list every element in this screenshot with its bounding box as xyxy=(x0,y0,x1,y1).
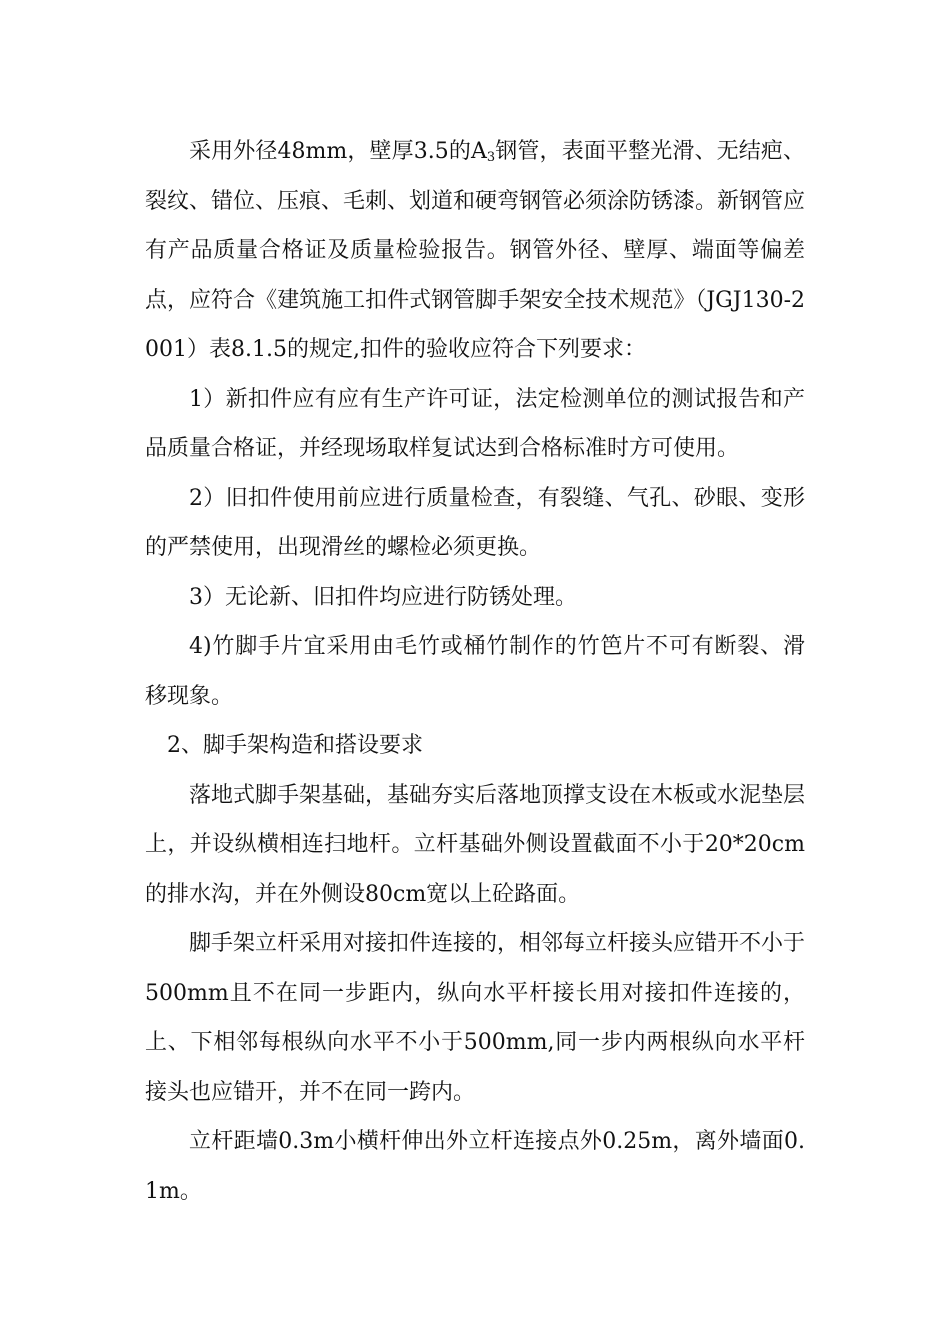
paragraph-text-part: 采用外径48mm，壁厚3.5的A xyxy=(189,139,487,164)
paragraph-item-3: 3）无论新、旧扣件均应进行防锈处理。 xyxy=(189,584,577,610)
section-heading: 2、脚手架构造和搭设要求 xyxy=(167,733,423,758)
paragraph-foundation: 落地式脚手架基础，基础夯实后落地顶撑支设在木板或水泥垫层上，并设纵横相连扫地杆。立杆基础外侧设置截面不小于20*20cm的排水沟，并在外侧设80cm宽以上砼路面。 xyxy=(145,782,806,907)
paragraph-pole-distance: 立杆距墙0.3m小横杆伸出外立杆连接点外0.25m，离外墙面0.1m。 xyxy=(145,1129,805,1204)
paragraph-item-1: 1）新扣件应有应有生产许可证，法定检测单位的测试报告和产品质量合格证，并经现场取样复试达到合格标准时方可使用。 xyxy=(145,386,805,461)
paragraph-item-2: 2）旧扣件使用前应进行质量检查，有裂缝、气孔、砂眼、变形的严禁使用，出现滑丝的螺检必须更换。 xyxy=(145,485,805,560)
paragraph-item-4: 4)竹脚手片宜采用由毛竹或桶竹制作的竹笆片不可有断裂、滑移现象。 xyxy=(145,634,805,709)
document-body xyxy=(145,127,805,1216)
subscript-3: 3 xyxy=(486,150,496,165)
paragraph-pole-joints: 脚手架立杆采用对接扣件连接的，相邻每立杆接头应错开不小于500mm且不在同一步距内，纵向水平杆接长用对接扣件连接的，上、下相邻每根纵向水平不小于500mm,同一步内两根纵向水平杆接头也应错开，并不在同一跨内。 xyxy=(145,931,806,1105)
paragraph-text-part: 钢管，表面平整光滑、无结疤、裂纹、错位、压痕、毛刺、划道和硬弯钢管必须涂防锈漆。新钢管应有产品质量合格证及质量检验报告。钢管外径、壁厚、端面等偏差点，应符合《建筑施工扣件式钢管脚手架安全技术规范》（JGJ130-2001）表8.1.5的规定,扣件的验收应符合下列要求： xyxy=(145,139,806,362)
paragraph-steel-pipe-spec xyxy=(145,127,805,375)
